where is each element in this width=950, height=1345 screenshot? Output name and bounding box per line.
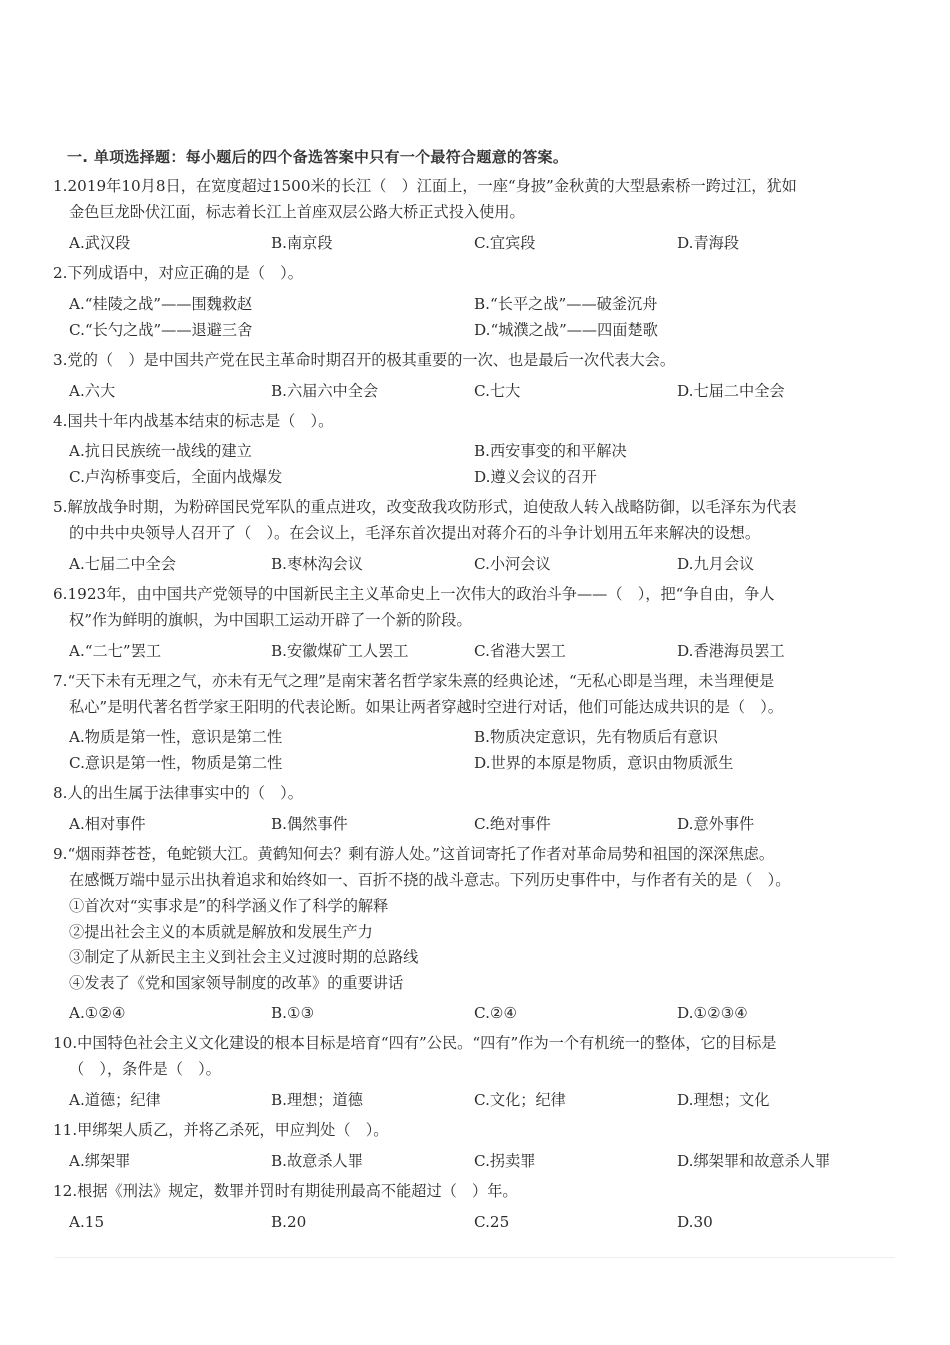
option-c[interactable]: C.意识是第一性，物质是第二性 [69, 754, 283, 772]
option-b[interactable]: B.安徽煤矿工人罢工 [271, 642, 409, 660]
section-title: 一. 单项选择题：每小题后的四个备选答案中只有一个最符合题意的答案。 [67, 148, 569, 166]
option-d[interactable]: D.七届二中全会 [677, 382, 785, 400]
question-text-cont: 私心”是明代著名哲学家王阳明的代表论断。如果让两者穿越时空进行对话，他们可能达成共识的是（ ）。 [69, 698, 783, 716]
option-d[interactable]: D.世界的本原是物质，意识由物质派生 [474, 754, 734, 772]
question-8 [53, 780, 883, 806]
option-d[interactable]: D.理想；文化 [677, 1091, 770, 1109]
option-b[interactable]: B.故意杀人罪 [271, 1152, 363, 1170]
option-a[interactable]: A.物质是第一性，意识是第二性 [69, 728, 283, 746]
option-c[interactable]: C.卢沟桥事变后，全面内战爆发 [69, 468, 283, 486]
question-text: 国共十年内战基本结束的标志是（ ）。 [67, 412, 334, 430]
option-a[interactable]: A.15 [69, 1213, 105, 1231]
question-text-cont: 金色巨龙卧伏江面，标志着长江上首座双层公路大桥正式投入使用。 [69, 203, 525, 221]
option-c[interactable]: C.②④ [474, 1004, 518, 1022]
question-text: 人的出生属于法律事实中的（ ）。 [67, 784, 303, 802]
question-number: 3. [53, 351, 68, 369]
option-c[interactable]: C.小河会议 [474, 555, 551, 573]
option-b[interactable]: B.①③ [271, 1004, 315, 1022]
question-text-cont: 在感慨万端中显示出执着追求和始终如一、百折不挠的战斗意志。下列历史事件中，与作者有关的是（ ）。 [69, 871, 791, 889]
question-5 [53, 494, 883, 546]
option-c[interactable]: C.省港大罢工 [474, 642, 566, 660]
option-a[interactable]: A.道德；纪律 [69, 1091, 161, 1109]
question-10 [53, 1030, 883, 1082]
option-d[interactable]: D.香港海员罢工 [677, 642, 785, 660]
option-a[interactable]: A.“桂陵之战”——围魏救赵 [69, 295, 253, 313]
option-a[interactable]: A.六大 [69, 382, 116, 400]
page-divider [55, 1257, 895, 1258]
question-text: 党的（ ）是中国共产党在民主革命时期召开的极其重要的一次、也是最后一次代表大会。 [67, 351, 675, 369]
option-b[interactable]: B.南京段 [271, 234, 333, 252]
option-d[interactable]: D.①②③④ [677, 1004, 748, 1022]
question-number: 12. [53, 1182, 78, 1200]
question-text: 解放战争时期，为粉碎国民党军队的重点进攻，改变敌我攻防形式，迫使敌人转入战略防御，以毛泽东为代表 [67, 498, 797, 516]
option-d[interactable]: D.意外事件 [677, 815, 755, 833]
option-c[interactable]: C.拐卖罪 [474, 1152, 536, 1170]
question-7 [53, 668, 883, 720]
question-number: 8. [53, 784, 68, 802]
option-b[interactable]: B.偶然事件 [271, 815, 348, 833]
option-b[interactable]: B.六届六中全会 [271, 382, 379, 400]
question-9 [53, 841, 883, 893]
option-a[interactable]: A.七届二中全会 [69, 555, 176, 573]
question-number: 4. [53, 412, 68, 430]
statement-4: ④发表了《党和国家领导制度的改革》的重要讲话 [69, 974, 404, 992]
option-d[interactable]: D.遵义会议的召开 [474, 468, 597, 486]
option-a[interactable]: A.相对事件 [69, 815, 146, 833]
question-text: 甲绑架人质乙，并将乙杀死，甲应判处（ ）。 [77, 1121, 389, 1139]
option-c[interactable]: C.“长勺之战”——退避三舍 [69, 321, 253, 339]
option-b[interactable]: B.物质决定意识，先有物质后有意识 [474, 728, 718, 746]
question-number: 5. [53, 498, 68, 516]
option-c[interactable]: C.25 [474, 1213, 510, 1231]
option-b[interactable]: B.理想；道德 [271, 1091, 363, 1109]
option-d[interactable]: D.“城濮之战”——四面楚歌 [474, 321, 658, 339]
question-text-cont: 权”作为鲜明的旗帜，为中国职工运动开辟了一个新的阶段。 [69, 611, 472, 629]
option-b[interactable]: B.枣林沟会议 [271, 555, 363, 573]
option-c[interactable]: C.七大 [474, 382, 521, 400]
question-3 [53, 347, 883, 373]
question-number: 7. [53, 672, 68, 690]
question-text: 根据《刑法》规定，数罪并罚时有期徒刑最高不能超过（ ）年。 [77, 1182, 518, 1200]
question-12 [53, 1178, 883, 1204]
question-number: 10. [53, 1034, 78, 1052]
option-d[interactable]: D.30 [677, 1213, 713, 1231]
question-text: “天下未有无理之气，亦未有无气之理”是南宋著名哲学家朱熹的经典论述，“无私心即是当理，未当理便是 [67, 672, 775, 690]
option-a[interactable]: A.绑架罪 [69, 1152, 131, 1170]
question-2 [53, 260, 883, 286]
option-c[interactable]: C.宜宾段 [474, 234, 536, 252]
option-a[interactable]: A.①②④ [69, 1004, 126, 1022]
statement-3: ③制定了从新民主主义到社会主义过渡时期的总路线 [69, 948, 419, 966]
option-a[interactable]: A.抗日民族统一战线的建立 [69, 442, 252, 460]
option-d[interactable]: D.九月会议 [677, 555, 755, 573]
option-a[interactable]: A.武汉段 [69, 234, 131, 252]
question-text-cont: （ ），条件是（ ）。 [69, 1060, 221, 1078]
question-number: 9. [53, 845, 68, 863]
question-number: 11. [53, 1121, 78, 1139]
question-11 [53, 1117, 883, 1143]
question-6 [53, 581, 883, 633]
option-d[interactable]: D.绑架罪和故意杀人罪 [677, 1152, 831, 1170]
question-number: 6. [53, 585, 68, 603]
option-d[interactable]: D.青海段 [677, 234, 740, 252]
question-number: 1. [53, 177, 68, 195]
question-text-cont: 的中共中央领导人召开了（ ）。在会议上，毛泽东首次提出对蒋介石的斗争计划用五年来解决的设想。 [69, 524, 761, 542]
question-1 [53, 173, 883, 225]
statement-1: ①首次对“实事求是”的科学涵义作了科学的解释 [69, 897, 389, 915]
option-b[interactable]: B.西安事变的和平解决 [474, 442, 627, 460]
question-text: 下列成语中，对应正确的是（ ）。 [67, 264, 303, 282]
question-text: 2019年10月8日，在宽度超过1500米的长江（ ）江面上，一座“身披”金秋黄的大型悬索桥一跨过江，犹如 [67, 177, 797, 195]
question-number: 2. [53, 264, 68, 282]
option-c[interactable]: C.文化；纪律 [474, 1091, 566, 1109]
question-4 [53, 408, 883, 434]
option-b[interactable]: B.“长平之战”——破釜沉舟 [474, 295, 658, 313]
option-a[interactable]: A.“二七”罢工 [69, 642, 162, 660]
question-text: “烟雨莽苍苍，龟蛇锁大江。黄鹤知何去？剩有游人处。”这首词寄托了作者对革命局势和祖国的深深焦虑。 [67, 845, 775, 863]
question-text: 中国特色社会主义文化建设的根本目标是培育“四有”公民。“四有”作为一个有机统一的整体，它的目标是 [77, 1034, 777, 1052]
option-c[interactable]: C.绝对事件 [474, 815, 551, 833]
statement-2: ②提出社会主义的本质就是解放和发展生产力 [69, 923, 373, 941]
question-text: 1923年，由中国共产党领导的中国新民主主义革命史上一次伟大的政治斗争——（ ），把“争自由，争人 [67, 585, 775, 603]
option-b[interactable]: B.20 [271, 1213, 307, 1231]
